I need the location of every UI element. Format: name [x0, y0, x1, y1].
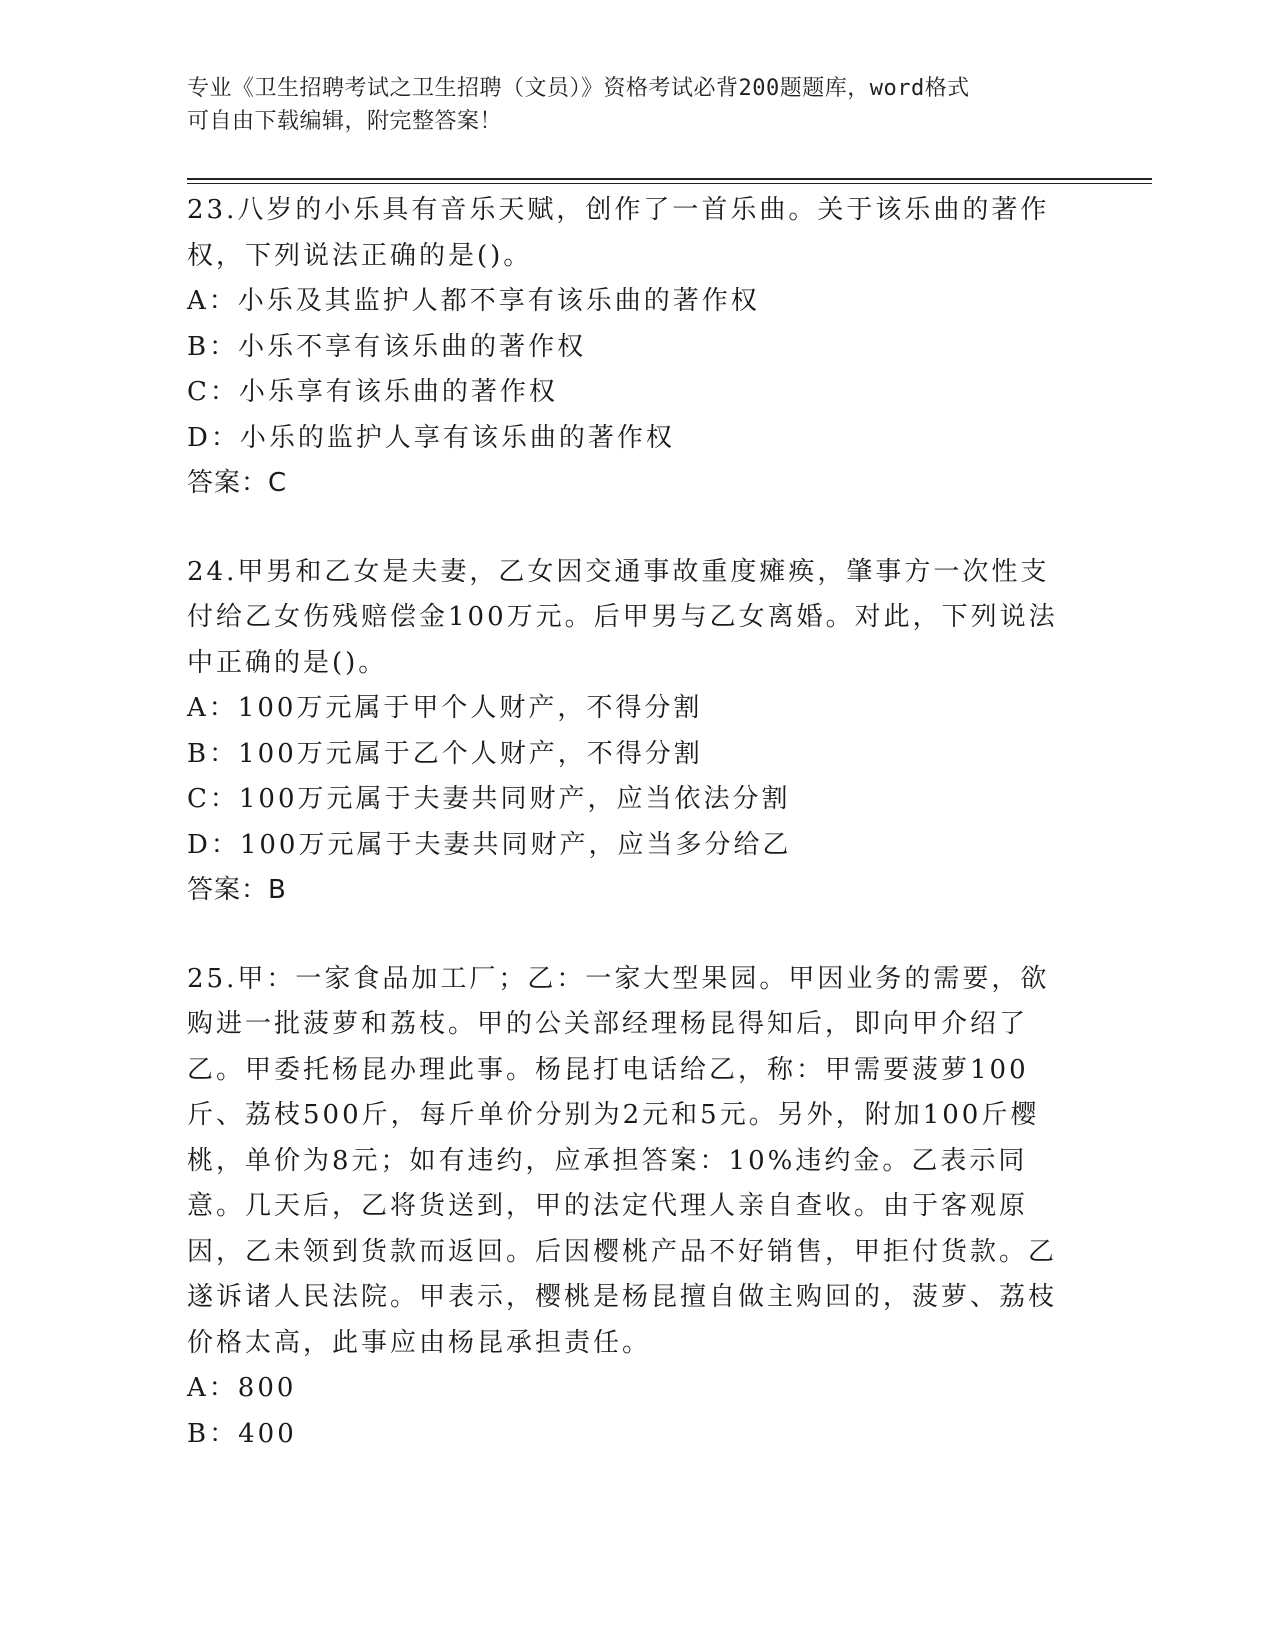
option-b: B：小乐不享有该乐曲的著作权: [187, 331, 587, 362]
option-c: C：100万元属于夫妻共同财产，应当依法分割: [187, 784, 791, 814]
header-title-line-2: 可自由下载编辑，附完整答案！: [187, 109, 503, 134]
answer-line: 答案：C: [187, 468, 288, 498]
question-text: 23.八岁的小乐具有音乐天赋，创作了一首乐曲。关于该乐曲的著作权，下列说法正确的是()。: [187, 195, 1050, 271]
option-a: A：800: [187, 1373, 297, 1403]
answer-line: 答案：B: [187, 875, 287, 905]
header-title-line-1: 专业《卫生招聘考试之卫生招聘（文员）》资格考试必背200题题库，word格式: [187, 76, 970, 101]
question-24: [187, 550, 1067, 914]
header-divider-thick: [187, 178, 1152, 180]
question-text: 24.甲男和乙女是夫妻，乙女因交通事故重度瘫痪，肇事方一次性支付给乙女伤残赔偿金100万元。后甲男与乙女离婚。对此，下列说法中正确的是()。: [187, 556, 1058, 678]
question-text: 25.甲：一家食品加工厂；乙：一家大型果园。甲因业务的需要，欲购进一批菠萝和荔枝。甲的公关部经理杨昆得知后，即向甲介绍了乙。甲委托杨昆办理此事。杨昆打电话给乙，称：甲需要菠萝100斤、荔枝500斤，每斤单价分别为2元和5元。另外，附加100斤樱桃，单价为8元；如有违约，应承担答案：10%违约金。乙表示同意。几天后，乙将货送到，甲的法定代理人亲自查收。由于客观原因，乙未领到货款而返回。后因樱桃产品不好销售，甲拒付货款。乙遂诉诸人民法院。甲表示，樱桃是杨昆擅自做主购回的，菠萝、荔枝价格太高，此事应由杨昆承担责任。: [187, 963, 1058, 1358]
option-d: D：小乐的监护人享有该乐曲的著作权: [187, 422, 675, 453]
option-b: B：400: [187, 1418, 297, 1449]
option-c: C：小乐享有该乐曲的著作权: [187, 377, 558, 407]
option-a: A：小乐及其监护人都不享有该乐曲的著作权: [187, 286, 760, 316]
question-23: [187, 188, 1067, 507]
option-a: A：100万元属于甲个人财产，不得分割: [187, 693, 703, 723]
question-25: [187, 957, 1067, 1458]
option-d: D：100万元属于夫妻共同财产，应当多分给乙: [187, 829, 792, 860]
question-list: [187, 188, 1067, 1500]
document-header: [187, 72, 1067, 138]
option-b: B：100万元属于乙个人财产，不得分割: [187, 738, 703, 769]
header-divider-thin: [187, 183, 1152, 184]
